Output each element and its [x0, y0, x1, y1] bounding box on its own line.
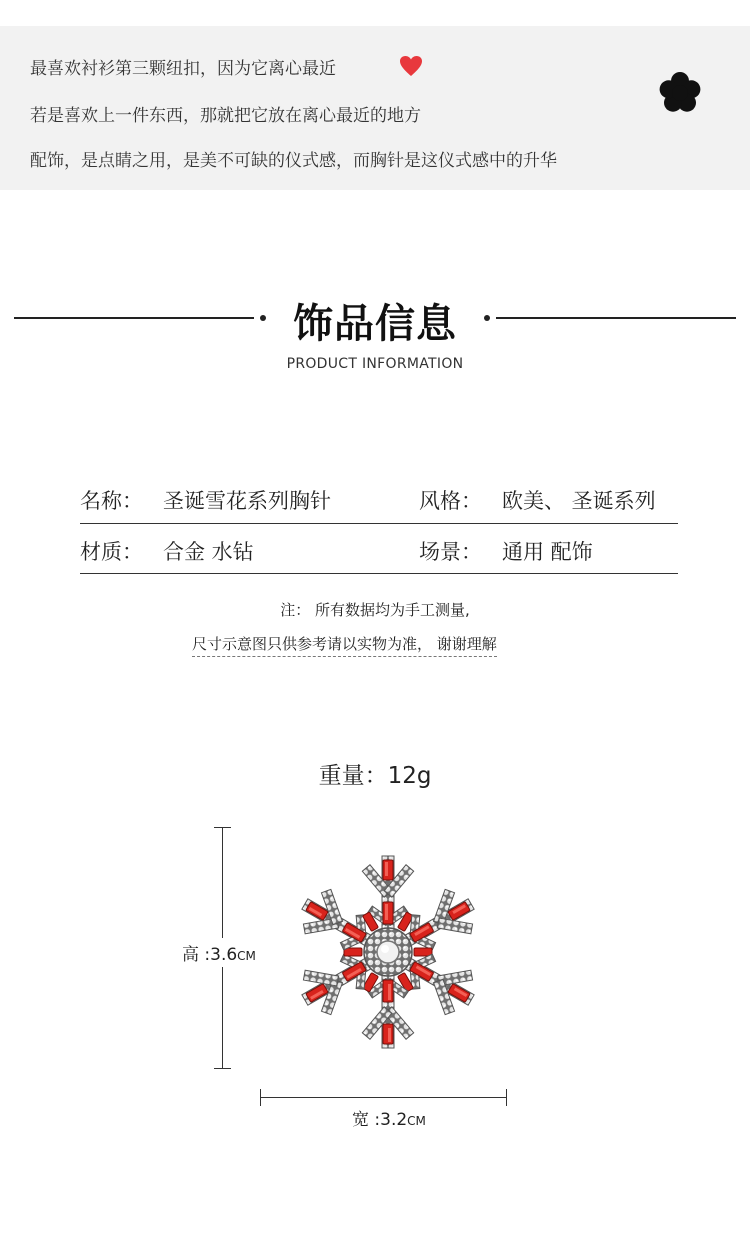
intro-line-1: 最喜欢衬衫第三颗纽扣，因为它离心最近	[30, 59, 336, 79]
height-unit: CM	[237, 949, 256, 963]
note-line-2: 尺寸示意图只供参考请以实物为准， 谢谢理解	[192, 633, 497, 657]
height-value: 高 :3.6	[182, 945, 238, 965]
section-subtitle: PRODUCT INFORMATION	[286, 356, 464, 372]
spec-material-value: 合金 水钻	[163, 540, 254, 564]
width-label	[352, 1105, 426, 1130]
title-dot-right	[484, 315, 490, 321]
width-value: 宽 :3.2	[352, 1110, 408, 1130]
spec-name-value: 圣诞雪花系列胸针	[163, 489, 331, 513]
spec-style-value: 欧美、 圣诞系列	[502, 489, 656, 513]
spec-divider-1	[80, 523, 678, 524]
snowflake-brooch-image	[282, 852, 494, 1052]
spec-scene-label: 场景：	[419, 540, 482, 564]
weight-label: 重量：12g	[318, 763, 432, 789]
title-rule-right	[496, 317, 736, 319]
spec-divider-2	[80, 573, 678, 574]
intro-line-3: 配饰，是点睛之用，是美不可缺的仪式感，而胸针是这仪式感中的升华	[30, 151, 557, 171]
height-label	[182, 938, 256, 967]
height-dimension-cap-top	[214, 827, 231, 828]
flower-icon	[657, 70, 703, 116]
heart-icon	[399, 55, 423, 77]
height-dimension-cap-bottom	[214, 1068, 231, 1069]
spec-style-label: 风格：	[419, 489, 482, 513]
spec-name-label: 名称：	[80, 489, 143, 513]
section-title: 饰品信息	[293, 301, 457, 347]
width-unit: CM	[407, 1114, 426, 1128]
spec-scene-value: 通用 配饰	[502, 540, 593, 564]
width-dimension-cap-left	[260, 1089, 261, 1106]
width-dimension-cap-right	[506, 1089, 507, 1106]
intro-line-2: 若是喜欢上一件东西，那就把它放在离心最近的地方	[30, 106, 421, 126]
note-line-1: 注： 所有数据均为手工测量,	[280, 601, 470, 619]
width-dimension-line	[260, 1097, 507, 1098]
spec-material-label: 材质：	[80, 540, 143, 564]
